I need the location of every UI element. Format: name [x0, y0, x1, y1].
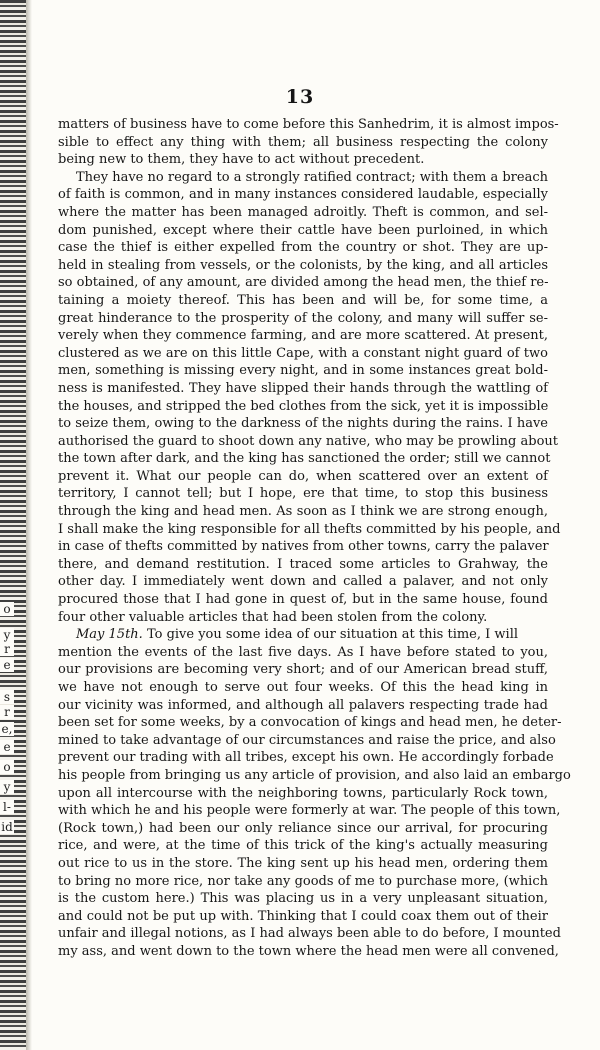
text-line: his people from bringing us any article of provision, and also laid an embargo: [58, 767, 571, 783]
text-line: territory, I cannot tell; but I hope, ere that time, to stop this business: [58, 486, 548, 502]
text-line: being new to them, they have to act without precedent.: [58, 152, 425, 168]
text-line: upon all intercourse with the neighboring towns, particularly Rock town,: [58, 785, 548, 801]
text-line: there, and demand restitution. I traced some articles to Grahway, the: [58, 556, 548, 572]
margin-fragment: o: [0, 760, 14, 774]
margin-fragment: y: [0, 628, 14, 642]
text-line: dom punished, except where their cattle have been purloined, in which: [58, 222, 548, 238]
text-line: procured those that I had gone in quest of, but in the same house, found: [58, 592, 548, 608]
text-line: other day. I immediately went down and called a palaver, and not only: [58, 574, 548, 590]
text-line: They have no regard to a strongly ratified contract; with them a breach: [76, 169, 548, 185]
book-binding-edge: [0, 0, 26, 1050]
margin-fragment: l-: [0, 800, 14, 814]
text-line: case the thief is either expelled from the country or shot. They are up-: [58, 240, 548, 256]
text-line: clustered as we are on this little Cape, with a constant night guard of two: [58, 345, 548, 361]
text-line: rice, and were, at the time of this trick of the king's actually measuring: [58, 838, 548, 854]
text-line: (Rock town,) had been our only reliance since our arrival, for procuring: [58, 820, 548, 836]
text-line: my ass, and went down to the town where the head men were all convened,: [58, 943, 559, 959]
text-line: prevent our trading with all tribes, except his own. He accordingly forbade: [58, 750, 554, 766]
text-line: is the custom here.) This was placing us in a very unpleasant situation,: [58, 891, 548, 907]
text-line: we have not enough to serve out four weeks. Of this the head king in: [58, 680, 548, 695]
text-line: our vicinity was informed, and although all palavers respecting trade had: [58, 697, 548, 713]
margin-fragment: o: [0, 602, 14, 616]
text-line: mention the events of the last five days. As I have before stated to you,: [58, 644, 548, 660]
text-line: taining a moiety thereof. This has been and will be, for some time, a: [58, 292, 548, 308]
text-line: authorised the guard to shoot down any native, who may be prowling about: [58, 433, 558, 449]
text-line: to seize them, owing to the darkness of the nights during the rains. I have: [58, 416, 548, 432]
margin-fragment: e: [0, 658, 14, 672]
margin-fragment: e,: [1, 722, 13, 736]
margin-fragment: e: [0, 740, 14, 754]
text-line: of faith is common, and in many instances considered laudable, especially: [58, 187, 548, 203]
text-line: with which he and his people were formerly at war. The people of this town,: [58, 803, 561, 819]
text-line: through the king and head men. As soon as I think we are strong enough,: [58, 504, 548, 520]
text-line: great hinderance to the prosperity of the colony, and many will suffer se-: [58, 310, 548, 326]
text-line: prevent it. What our people can do, when scattered over an extent of: [58, 468, 548, 484]
page-number: 13: [285, 86, 315, 108]
margin-fragment: r: [0, 642, 14, 656]
text-line: in case of thefts committed by natives from other towns, carry the palaver: [58, 539, 549, 555]
text-line: four other valuable articles that had been stolen from the colony.: [58, 609, 488, 625]
text-line: held in stealing from vessels, or the colonists, by the king, and all articles: [58, 257, 548, 273]
text-line: our provisions are becoming very short; and of our American bread stuff,: [58, 662, 548, 678]
text-line: the town after dark, and the king has sanctioned the order; still we cannot: [58, 451, 551, 467]
text-line: so obtained, of any amount, are divided among the head men, the thief re-: [58, 275, 549, 291]
text-line: ness is manifested. They have slipped their hands through the wattling of: [58, 380, 548, 396]
text-line: mined to take advantage of our circumstances and raise the price, and also: [58, 732, 556, 748]
text-line: matters of business have to come before this Sanhedrim, it is almost impos-: [58, 117, 559, 132]
margin-fragment: s: [0, 690, 14, 704]
text-line: been set for some weeks, by a convocation of kings and head men, he deter-: [58, 715, 562, 731]
text-line: to bring no more rice, nor take any goods of me to purchase more, (which: [58, 873, 548, 889]
text-line: sible to effect any thing with them; all business respecting the colony: [58, 134, 548, 150]
paragraph-3: [58, 626, 571, 960]
text-line: and could not be put up with. Thinking that I could coax them out of their: [58, 908, 548, 924]
body-text: [58, 116, 571, 961]
text-line: unfair and illegal notions, as I had always been able to do before, I mounted: [58, 926, 561, 942]
paragraph-2: [58, 169, 561, 626]
text-line: out rice to us in the store. The king sent up his head men, ordering them: [58, 855, 548, 871]
margin-fragment: r: [0, 705, 14, 719]
text-line: verely when they commence farming, and are more scattered. At present,: [58, 328, 548, 344]
margin-fragment: y: [0, 780, 14, 794]
paragraph-1: [58, 116, 559, 169]
text-line-content: To give you some idea of our situation at this time, I will: [142, 627, 519, 643]
text-line: where the matter has been managed adroitly. Theft is common, and sel-: [58, 204, 548, 220]
margin-fragment: id: [1, 820, 13, 834]
text-line: [58, 626, 548, 644]
text-line: men, something is missing every night, and in some instances great bold-: [58, 363, 548, 379]
text-line: the houses, and stripped the bed clothes from the sick, yet it is impossible: [58, 398, 549, 414]
text-line: I shall make the king responsible for all thefts committed by his people, and: [58, 521, 561, 537]
binding-shadow: [26, 0, 32, 1050]
entry-date: May 15th.: [76, 627, 143, 643]
